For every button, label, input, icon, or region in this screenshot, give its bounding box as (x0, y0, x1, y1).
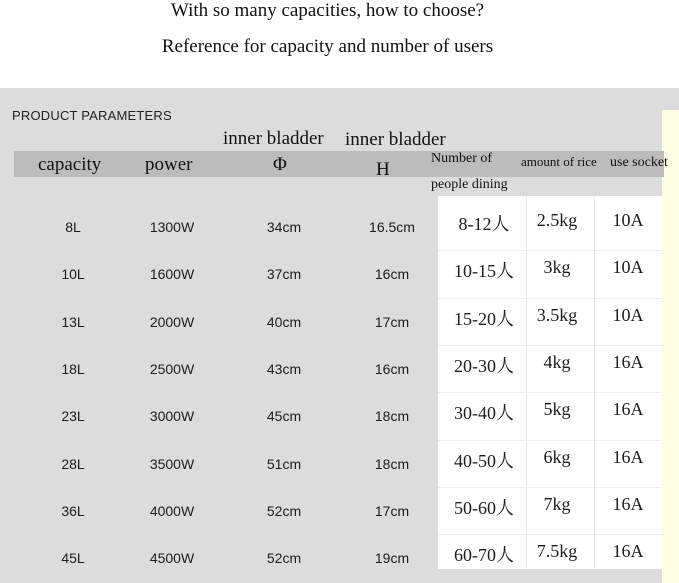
cell-rice: 2.5kg (536, 210, 578, 230)
cell-people: 8-12人 (458, 214, 510, 234)
cell-diameter: 51cm (266, 456, 302, 472)
page-heading: With so many capacities, how to choose? (170, 0, 485, 21)
row-divider (438, 250, 662, 251)
cell-height: 16cm (374, 361, 410, 377)
cell-people: 60-70人 (454, 545, 514, 565)
cell-power: 4000W (149, 503, 195, 519)
cell-rice: 5kg (543, 399, 571, 419)
row-divider (438, 487, 662, 488)
header-height-line1: inner bladder (345, 129, 446, 150)
cell-socket: 16A (612, 352, 644, 372)
cell-capacity: 28L (61, 456, 85, 472)
cell-power: 3500W (149, 456, 195, 472)
header-power: power (145, 154, 193, 175)
cell-power: 3000W (149, 408, 195, 424)
header-people-line2: people dining (431, 177, 508, 192)
cell-diameter: 45cm (266, 408, 302, 424)
cell-height: 18cm (374, 408, 410, 424)
cell-socket: 16A (612, 447, 644, 467)
cell-diameter: 34cm (266, 219, 302, 235)
cell-socket: 16A (612, 541, 644, 561)
cell-power: 2500W (149, 361, 195, 377)
section-label: PRODUCT PARAMETERS (12, 108, 172, 123)
cell-socket: 10A (612, 305, 644, 325)
row-divider (438, 534, 662, 535)
page-subheading: Reference for capacity and number of users (161, 36, 494, 57)
cell-diameter: 40cm (266, 314, 302, 330)
header-diameter-line2: Φ (273, 154, 287, 175)
cell-people: 30-40人 (454, 403, 514, 423)
cell-socket: 10A (612, 210, 644, 230)
cell-people: 20-30人 (454, 356, 514, 376)
cell-capacity: 13L (61, 314, 85, 330)
cell-rice: 3.5kg (536, 305, 578, 325)
row-divider (438, 392, 662, 393)
cell-capacity: 45L (61, 550, 85, 566)
cell-rice: 4kg (543, 352, 571, 372)
cell-rice: 6kg (543, 447, 571, 467)
header-height-line2: H (376, 159, 390, 180)
cell-rice: 7kg (543, 494, 571, 514)
cell-height: 16cm (374, 266, 410, 282)
cell-height: 18cm (374, 456, 410, 472)
cell-power: 2000W (149, 314, 195, 330)
cell-diameter: 52cm (266, 550, 302, 566)
cell-capacity: 18L (61, 361, 85, 377)
cell-diameter: 52cm (266, 503, 302, 519)
cell-socket: 16A (612, 399, 644, 419)
cell-people: 40-50人 (454, 451, 514, 471)
header-socket: use socket (610, 155, 668, 170)
cell-rice: 3kg (543, 257, 571, 277)
row-divider (438, 298, 662, 299)
cell-height: 19cm (374, 550, 410, 566)
cell-capacity: 36L (61, 503, 85, 519)
cell-height: 17cm (374, 314, 410, 330)
cell-power: 4500W (149, 550, 195, 566)
cell-people: 50-60人 (454, 498, 514, 518)
header-rice: amount of rice (521, 154, 597, 169)
header-capacity: capacity (38, 154, 102, 175)
cell-capacity: 10L (61, 266, 85, 282)
cell-diameter: 43cm (266, 361, 302, 377)
cell-height: 17cm (374, 503, 410, 519)
cell-people: 10-15人 (454, 261, 514, 281)
header-people-line1: Number of (431, 151, 493, 166)
cell-socket: 16A (612, 494, 644, 514)
cell-capacity: 8L (65, 219, 81, 235)
cell-power: 1300W (149, 219, 195, 235)
decorative-strip (662, 110, 679, 583)
header-diameter-line1: inner bladder (223, 128, 324, 149)
row-divider (438, 345, 662, 346)
cell-diameter: 37cm (266, 266, 302, 282)
cell-height: 16.5cm (369, 219, 415, 235)
cell-capacity: 23L (61, 408, 85, 424)
cell-socket: 10A (612, 257, 644, 277)
cell-power: 1600W (149, 266, 195, 282)
cell-people: 15-20人 (454, 309, 514, 329)
cell-rice: 7.5kg (536, 541, 578, 561)
row-divider (438, 440, 662, 441)
